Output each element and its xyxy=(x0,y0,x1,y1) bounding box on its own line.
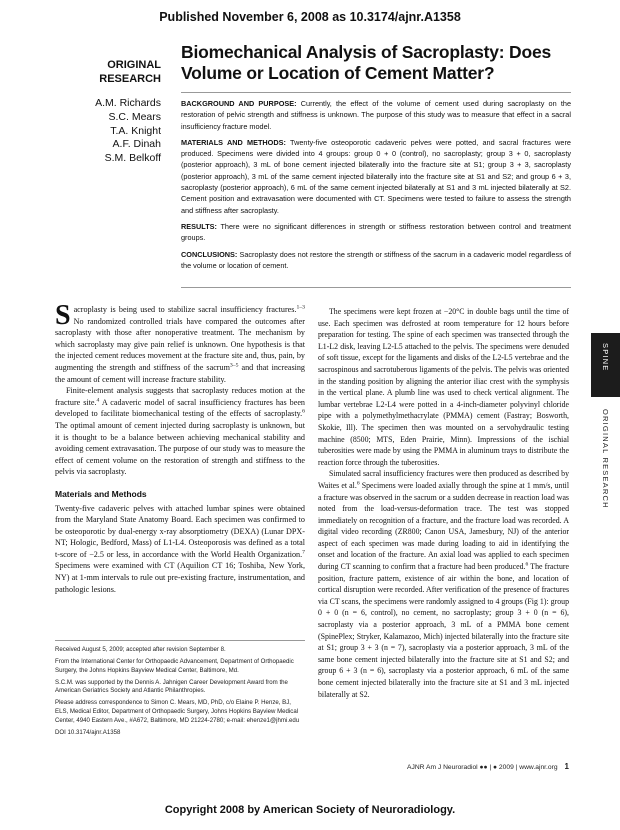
abstract-results-text: There were no significant differences in strength or stiffness restoration between control and treatment groups. xyxy=(181,221,571,243)
citation-ref: 4 xyxy=(96,397,100,404)
citation-ref: 6 xyxy=(302,408,305,415)
copyright-line: Copyright 2008 by American Society of Neuroradiology. xyxy=(164,804,456,816)
abstract xyxy=(181,98,571,276)
citation-ref: 1–3 xyxy=(296,304,305,311)
abstract-background-label: BACKGROUND AND PURPOSE: xyxy=(181,99,297,108)
abstract-background xyxy=(181,98,571,132)
section-tab-category: ORIGINAL RESEARCH xyxy=(601,409,610,509)
footnote-affiliation: From the International Center for Orthopaedic Advancement, Department of Orthopaedic Surgery, the Johns Hopkins Bayview Medical Center, Baltimore, Md. xyxy=(55,658,294,674)
section-heading-methods: Materials and Methods xyxy=(55,488,147,499)
author: S.C. Mears xyxy=(108,110,161,123)
author-list xyxy=(60,97,161,166)
body-column-right xyxy=(318,306,569,700)
footnote-doi: DOI 10.3174/ajnr.A1358 xyxy=(55,728,121,736)
section-badge xyxy=(66,58,161,86)
abstract-conclusions xyxy=(181,249,571,272)
abstract-results xyxy=(181,221,571,244)
author: A.M. Richards xyxy=(95,97,161,109)
abstract-results-label: RESULTS: xyxy=(181,221,217,231)
abstract-methods xyxy=(181,137,571,216)
badge-line-2: RESEARCH xyxy=(99,73,161,85)
author: S.M. Belkoff xyxy=(104,152,161,165)
intro-paragraph-2: Finite-element analysis suggests that sacroplasty reduces motion at the fracture site.$^4$ A cadaveric model of sacral insufficiency fractures has been developed to facilitate biomechanical testing of the effects of sacroplasty.$^6$ The optimal amount of cement injected during sacroplasty is unknown, but it is thought to be a balance between achieving mechanical stability and avoiding cement extravasation. The purpose of our study was to measure the effect of cement volume on the restoration of strength and stiffness to the pelvis via sacroplasty. xyxy=(55,386,305,477)
footnotes xyxy=(55,646,305,741)
journal-citation: AJNR Am J Neuroradiol ●● | ● 2009 | www.ajnr.org xyxy=(407,764,558,771)
abstract-conclusions-text: Sacroplasty does not restore the strength or stiffness of the sacrum in a cadaveric model regardless of the volume or location of cement. xyxy=(181,249,571,270)
citation-ref: 6 xyxy=(356,480,360,487)
footnote-rule xyxy=(55,640,305,641)
footnote-correspondence: Please address correspondence to Simon C. Mears, MD, PhD, c/o Elaine P. Henze, BJ, ELS, Medical Editor, Department of Orthopaedic Surgery, Johns Hopkins Bayview Medical Center, 4940 Eastern Ave., #A672, Baltimore, MD 21224-2780; e-mail: ehenze1@jhmi.edu xyxy=(55,699,300,724)
intro-paragraph-1: Sacroplasty is being used to stabilize sacral insufficiency fractures.$^{1-3}$ No randomized controlled trials have compared the outcomes after sacroplasty with those after nonoperative treatment. The mechanism by which sacroplasty may give pain relief is unknown. One hypothesis is that the injected cement reduces movement at the fracture site and, thus, pain, by augmenting the strength and stiffness of the sacrum$^{3-5}$ and that increasing the amount of cement will increase fracture stability. xyxy=(55,300,305,384)
abstract-methods-label: MATERIALS AND METHODS: xyxy=(181,137,286,147)
abstract-bottom-rule xyxy=(181,287,571,288)
author: A.F. Dinah xyxy=(112,138,161,151)
page-number: 1 xyxy=(564,762,569,771)
badge-line-1: ORIGINAL xyxy=(107,59,161,71)
published-line: Published November 6, 2008 as 10.3174/ajnr.A1358 xyxy=(159,10,461,24)
citation-ref: 3–5 xyxy=(229,362,239,369)
methods-paragraph-1: Twenty-five cadaveric pelves with attached lumbar spines were obtained from the Maryland State Anatomy Board. Each specimen was confirmed to be osteoporotic by dual-energy x-ray absorptiometry (DEXA) (Lunar DPX-NT; Hologic, Bedford, Mass) of L1-L4. Osteoporosis was defined as a total t-score of −2.5 or less, in accordance with the World Health Organization.$^7$ Specimens were examined with CT (Aquilion CT 16; Toshiba, New York, NY) at 1-mm intervals to rule out pre-existing fracture, instrumentation, and pathologic lesions. xyxy=(55,503,305,594)
citation-ref: 7 xyxy=(302,549,305,556)
abstract-top-rule xyxy=(181,92,571,93)
abstract-methods-text: Twenty-five osteoporotic cadaveric pelves were potted, and sacral fractures were produced. Specimens were divided into 4 groups: group 0 + 0 (control), no sacroplasty; group 3 + 0, sacroplasty (posterior approach), 3 mL of bone cement injected bilaterally into the fracture site at S1; group 3 + 3, sacroplasty (posterior approach), 3 mL of the same cement injected bilaterally into the fracture site at S1 and S2; and group 6 + 3, sacroplasty (posterior approach), 6 mL of the same cement injected bilaterally at S1 and 3 mL injected bilaterally at S2. Cement position and extravasation were documented with CT. Specimens were tested to failure to assess the strength and stiffness after sacroplasty. xyxy=(181,137,571,215)
abstract-background-text: Currently, the effect of the volume of cement used during sacroplasty on the restoration of pelvic strength and stiffness is unknown. The purpose of this study was to measure that effect in a sacral insufficiency fracture model. xyxy=(181,99,572,131)
article-title: Biomechanical Analysis of Sacroplasty: Does Volume or Location of Cement Matter? xyxy=(181,42,552,83)
methods-paragraph-2: The specimens were kept frozen at −20°C in double bags until the time of use. Each specimen was defrosted at room temperature for 12 hours before preparation for testing. The spine of each specimen was transected through the L1-L2 disk, leaving L2-L5 attached to the pelvis. The specimens were denuded of soft tissue, except for the ligaments and disks of the L2-L5 vertebrae and the sacrospinous and sacrotuberous ligaments of the pelvis. The pelvis was oriented in the standing position by aligning the anterior iliac crest with the symphysis in the vertical plane. A plumb line was used to check vertical alignment. The lumbar vertebrae L2-L4 were potted in a 4-inch-diameter polyvinyl chloride pipe with a polymethylmethacrylate (PMMA) cement (Fastray; Bosworth, Skokie, Ill). The specimen then was mounted on a servohydraulic testing machine (8500; MTS, Eden Prairie, Minn). Impressions of the ischial tuberosities were made by using the PMMA in aluminum trays to distribute the reaction force through the tuberosities. xyxy=(318,307,570,467)
citation-ref: 6 xyxy=(525,561,529,568)
body-column-left xyxy=(55,300,305,595)
page-folio xyxy=(270,762,569,771)
footnote-funding: S.C.M. was supported by the Dennis A. Jahnigen Career Development Award from the American Geriatrics Society and Atlantic Philanthropies. xyxy=(55,678,288,695)
section-tab-label: SPINE xyxy=(601,343,610,372)
methods-paragraph-3: Simulated sacral insufficiency fractures were then produced as described by Waites et al.$^6$ Specimens were loaded axially through the spine at 1 mm/s, until a fracture was observed in the sacrum or a sudden decrease in reaction load was noted from the load-versus-deformation trace. The test was stopped immediately on recognition of a fracture, and the fracture load was recorded. A digital video recording (ZR800; Canon USA, Jamesbury, NJ) of the anterior aspect of each specimen was made during loading to aid in identifying the onset and location of the fracture. An axial load was applied to each specimen during CT scanning to confirm that a fracture had been produced.$^6$ The fracture position, fracture pattern, existence of air within the bone, and location of cortical disruption were recorded. After verification of the presence of fractures via CT scans, the specimens were randomly assigned to 4 groups (Fig 1): group 0 + 0 (n = 6, control), no cement, no sacroplasty; group 3 + 0 (n = 6), sacroplasty via a posterior approach, 3 mL of a PMMA bone cement (SpinePlex; Stryker, Kalamazoo, Mich) injected bilaterally into the fracture site at S1; group 3 + 3 (n = 7), sacroplasty via a posterior approach, 3 mL of the same bone cement injected bilaterally into the fracture site at S1 and S2; and group 6 + 3 (n = 6), sacroplasty via a posterior approach, 6 mL of the same bone cement injected bilaterally into the fracture site at S1 and 3 mL injected bilaterally at S2. xyxy=(318,469,570,699)
drop-cap: S xyxy=(55,300,71,331)
author: T.A. Knight xyxy=(110,124,161,137)
abstract-conclusions-label: CONCLUSIONS: xyxy=(181,249,238,259)
footnote-received: Received August 5, 2009; accepted after revision September 8. xyxy=(55,646,226,653)
